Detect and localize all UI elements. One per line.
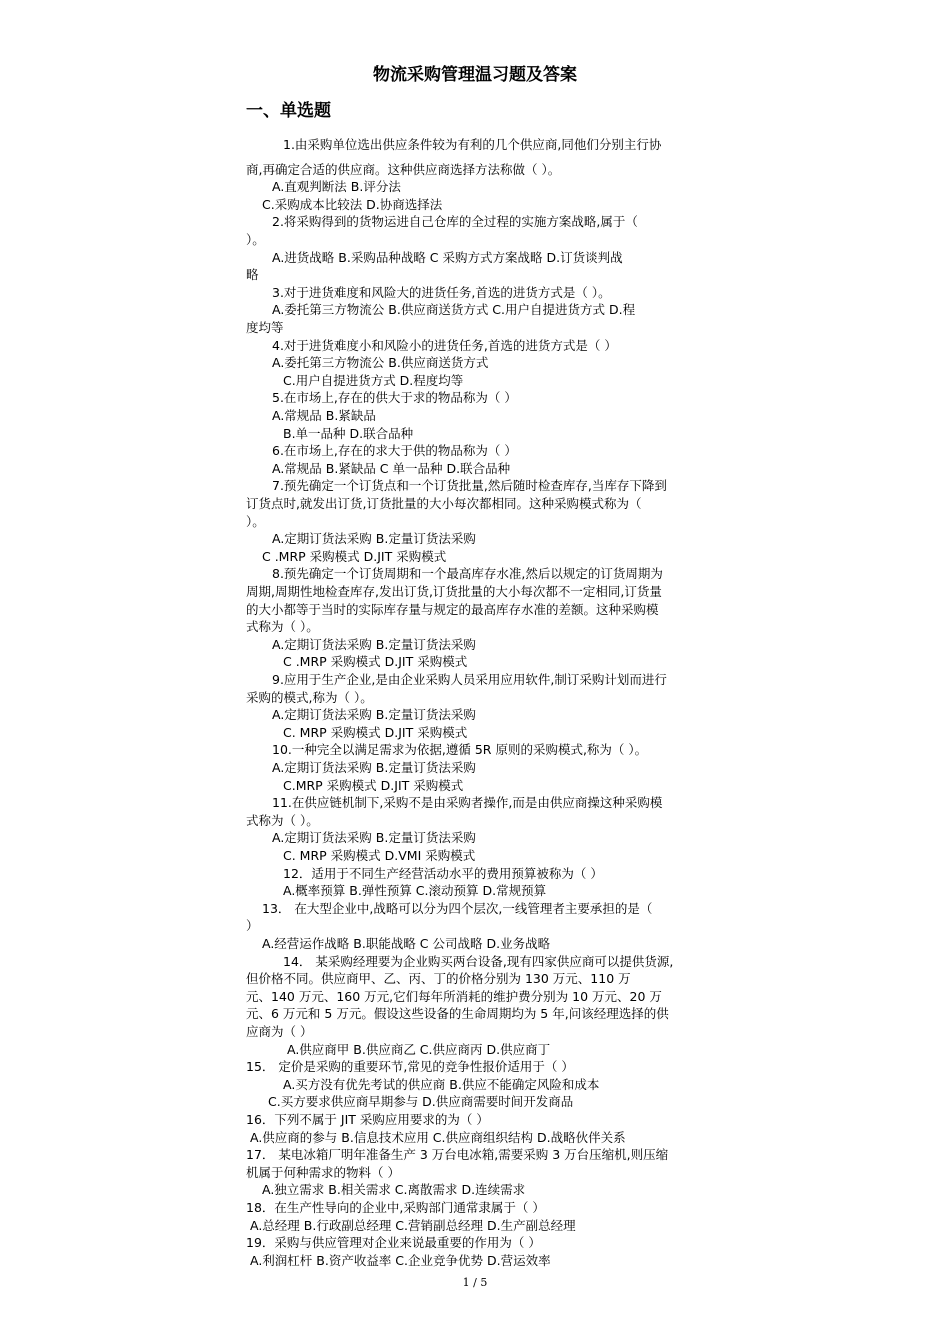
text-line: 周期,周期性地检查库存,发出订货,订货批量的大小每次都不一定相同,订货量 bbox=[246, 584, 662, 599]
page-number: 1 / 5 bbox=[462, 1276, 488, 1289]
text-line: A.利润杠杆 B.资产收益率 C.企业竞争优势 D.营运效率 bbox=[250, 1253, 551, 1268]
document-title: 物流采购管理温习题及答案 bbox=[373, 65, 577, 85]
text-line: A.独立需求 B.相关需求 C.离散需求 D.连续需求 bbox=[262, 1182, 526, 1197]
text-line: ） bbox=[246, 918, 259, 933]
text-line: 12．适用于不同生产经营活动水平的费用预算被称为（ ） bbox=[283, 866, 603, 881]
text-line: A.定期订货法采购 B.定量订货法采购 bbox=[272, 760, 476, 775]
text-line: 1.由采购单位选出供应条件较为有利的几个供应商,同他们分别主行协 bbox=[283, 137, 662, 152]
text-line: A.定期订货法采购 B.定量订货法采购 bbox=[272, 707, 476, 722]
text-line: 式称为（ ）。 bbox=[246, 813, 319, 828]
text-line: B.单一品种 D.联合品种 bbox=[283, 426, 414, 441]
text-line: A.直观判断法 B.评分法 bbox=[272, 179, 401, 194]
text-line: ）。 bbox=[246, 514, 265, 529]
text-line: 5.在市场上,存在的供大于求的物品称为（ ） bbox=[272, 390, 517, 405]
text-line: 16．下列不属于 JIT 采购应用要求的为（ ） bbox=[246, 1112, 489, 1127]
text-line: A.定期订货法采购 B.定量订货法采购 bbox=[272, 637, 476, 652]
text-line: A.供应商甲 B.供应商乙 C.供应商丙 D.供应商丁 bbox=[287, 1042, 551, 1057]
text-line: A.常规品 B.紧缺品 bbox=[272, 408, 376, 423]
text-line: 略 bbox=[246, 267, 259, 282]
text-line: C .MRP 采购模式 D.JIT 采购模式 bbox=[283, 654, 468, 669]
text-line: 6.在市场上,存在的求大于供的物品称为（ ） bbox=[272, 443, 517, 458]
text-line: 式称为（ ）。 bbox=[246, 619, 319, 634]
section-heading: 一、单选题 bbox=[246, 101, 331, 121]
text-line: C. MRP 采购模式 D.VMI 采购模式 bbox=[283, 848, 476, 863]
text-line: 的大小都等于当时的实际库存量与规定的最高库存水准的差额。这种采购模 bbox=[246, 602, 659, 617]
text-line: A.概率预算 B.弹性预算 C.滚动预算 D.常规预算 bbox=[283, 883, 547, 898]
text-line: A.委托第三方物流公 B.供应商送货方式 C.用户自提进货方式 D.程 bbox=[272, 302, 636, 317]
text-line: 但价格不同。供应商甲、乙、丙、丁的价格分别为 130 万元、110 万 bbox=[246, 971, 631, 986]
text-line: A.经营运作战略 B.职能战略 C 公司战略 D.业务战略 bbox=[262, 936, 551, 951]
text-line: C .MRP 采购模式 D.JIT 采购模式 bbox=[262, 549, 447, 564]
text-line: A.委托第三方物流公 B.供应商送货方式 bbox=[272, 355, 489, 370]
text-line: 8.预先确定一个订货周期和一个最高库存水准,然后以规定的订货周期为 bbox=[272, 566, 663, 581]
text-line: C.用户自提进货方式 D.程度均等 bbox=[283, 373, 464, 388]
text-line: A.常规品 B.紧缺品 C 单一品种 D.联合品种 bbox=[272, 461, 511, 476]
text-line: ）。 bbox=[246, 232, 265, 247]
text-line: 订货点时,就发出订货,订货批量的大小每次都相同。这种采购模式称为（ bbox=[246, 496, 642, 511]
text-line: 15． 定价是采购的重要环节,常见的竞争性报价适用于（ ） bbox=[246, 1059, 574, 1074]
text-line: 商,再确定合适的供应商。这种供应商选择方法称做（ ）。 bbox=[246, 162, 561, 177]
text-line: 9.应用于生产企业,是由企业采购人员采用应用软件,制订采购计划而进行 bbox=[272, 672, 667, 687]
text-line: 13． 在大型企业中,战略可以分为四个层次,一线管理者主要承担的是（ bbox=[262, 901, 653, 916]
text-line: C. MRP 采购模式 D.JIT 采购模式 bbox=[283, 725, 468, 740]
text-line: C.采购成本比较法 D.协商选择法 bbox=[262, 197, 443, 212]
text-line: A.总经理 B.行政副总经理 C.营销副总经理 D.生产副总经理 bbox=[250, 1218, 576, 1233]
text-line: A.定期订货法采购 B.定量订货法采购 bbox=[272, 531, 476, 546]
text-line: A.买方没有优先考试的供应商 B.供应不能确定风险和成本 bbox=[283, 1077, 600, 1092]
text-line: 10.一种完全以满足需求为依据,遵循 5R 原则的采购模式,称为（ ）。 bbox=[272, 742, 648, 757]
text-line: 18．在生产性导向的企业中,采购部门通常隶属于（ ） bbox=[246, 1200, 545, 1215]
text-line: 元、140 万元、160 万元,它们每年所消耗的维护费分别为 10 万元、20 万 bbox=[246, 989, 662, 1004]
text-line: 度均等 bbox=[246, 320, 284, 335]
text-line: A.进货战略 B.采购品种战略 C 采购方式方案战略 D.订货谈判战 bbox=[272, 250, 623, 265]
text-line: A.定期订货法采购 B.定量订货法采购 bbox=[272, 830, 476, 845]
text-line: 采购的模式,称为（ ）。 bbox=[246, 690, 373, 705]
text-line: C.MRP 采购模式 D.JIT 采购模式 bbox=[283, 778, 464, 793]
text-line: 7.预先确定一个订货点和一个订货批量,然后随时检查库存,当库存下降到 bbox=[272, 478, 667, 493]
text-line: A.供应商的参与 B.信息技术应用 C.供应商组织结构 D.战略伙伴关系 bbox=[250, 1130, 626, 1145]
text-line: 3.对于进货难度和风险大的进货任务,首选的进货方式是（ ）。 bbox=[272, 285, 611, 300]
text-line: 机属于何种需求的物料（ ） bbox=[246, 1165, 400, 1180]
text-line: 14． 某采购经理要为企业购买两台设备,现有四家供应商可以提供货源, bbox=[283, 954, 674, 969]
text-line: 2.将采购得到的货物运进自己仓库的全过程的实施方案战略,属于（ bbox=[272, 214, 638, 229]
text-line: 应商为（ ） bbox=[246, 1024, 313, 1039]
text-line: C.买方要求供应商早期参与 D.供应商需要时间开发商品 bbox=[268, 1094, 574, 1109]
text-line: 元、6 万元和 5 万元。假设这些设备的生命周期均为 5 年,问该经理选择的供 bbox=[246, 1006, 669, 1021]
text-line: 4.对于进货难度小和风险小的进货任务,首选的进货方式是（ ） bbox=[272, 338, 617, 353]
text-line: 19．采购与供应管理对企业来说最重要的作用为（ ） bbox=[246, 1235, 541, 1250]
text-line: 11.在供应链机制下,采购不是由采购者操作,而是由供应商操这种采购模 bbox=[272, 795, 663, 810]
text-line: 17． 某电冰箱厂明年准备生产 3 万台电冰箱,需要采购 3 万台压缩机,则压缩 bbox=[246, 1147, 669, 1162]
